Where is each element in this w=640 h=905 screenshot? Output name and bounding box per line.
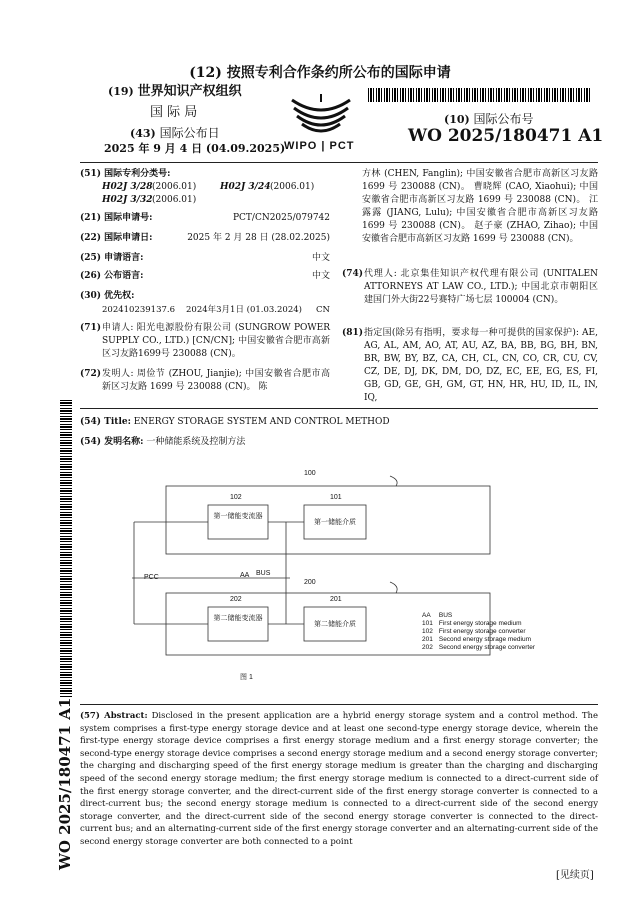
label-second-medium: 第二储能介质 [314, 621, 356, 628]
label-102: 102 [230, 494, 242, 501]
label-200: 200 [304, 579, 316, 586]
lang-row [80, 252, 330, 265]
figure-divider [80, 704, 598, 705]
wipo-globe-icon [282, 92, 360, 140]
legend-code: 101 [422, 620, 433, 627]
legend-text: BUS [438, 612, 453, 619]
legend-row [422, 612, 541, 620]
appdate-label: (22) 国际申请日: [80, 233, 153, 243]
biblio-divider [80, 408, 598, 409]
abstract-text: Disclosed in the present application are a hybrid energy storage system and a control method. The system comprises a first-type energy storage device and at least one second-type energy storage device, wherein the first-type energy storage device comprises a first energy storage medium and a first energy storage converter; the second-type energy storage device comprises a second energy storage medium and a second energy storage converter; the charging and discharging speed of the first energy storage medium is greater than the charging and discharging speed of the second energy storage medium; the first energy storage medium is connected to a direct-current side of the first energy storage converter, and the direct-current side of the first energy storage converter is connected to a direct-current bus; the second energy storage medium is connected to a direct-current side of the second energy storage converter, and the direct-current side of the second energy storage converter is connected to the direct-current bus; and an alternating-current side of the first energy storage converter and an alternating-current side of the second energy storage converter are both connected to a point [80, 711, 599, 847]
label-bus: BUS [256, 570, 271, 577]
title-zh: 一种储能系统及控制方法 [146, 437, 246, 447]
pub-no-label-line [444, 110, 534, 127]
pub-date-label-line [130, 124, 220, 141]
ipc-row-2 [80, 194, 330, 207]
ipc-row-1 [80, 181, 330, 194]
abstract-label: (57) Abstract: [80, 711, 148, 721]
legend-text: First energy storage converter [438, 628, 526, 635]
appno-row [80, 212, 330, 225]
ipc-1: H02J 3/28 [102, 182, 153, 192]
legend-code: AA [422, 612, 431, 619]
inventor-continued: 方林 (CHEN, Fanglin); 中国安徽省合肥市高新区习友路 1699 号 230088 (CN)。 曹晓辉 (CAO, Xiaohui); 中国安徽省合肥市高新区习友路 1699 号 230088 (CN)。 江露露 (JIANG, Lulu); 中国安徽省合肥市高新区习友路 1699 号 230088 (CN)。 赵子豪 (ZHAO, Zihao); 中国安徽省合肥市高新区习友路 1699 号 230088 (CN)。 [362, 169, 598, 244]
states-text: 指定国(除另有指明，要求每一种可提供的国家保护): AE, AG, AL, AM, AO, AT, AU, AZ, BA, BB, BG, BH, BN, BR, BW, BY, BZ, CA, CH, CL, CN, CO, CR, CU, CV, CZ, DE, DJ, DK, DM, DO, DZ, EC, EE, EG, ES, FI, GB, GD, GE, GH, GM, GT, HN, HR, HU, ID, IL, IN, IQ, [364, 328, 598, 403]
bureau: 国 际 局 [150, 105, 198, 120]
lang-label: (25) 申请语言: [80, 253, 144, 263]
legend-text: First energy storage medium [438, 620, 522, 627]
org-code: (19) [108, 85, 134, 98]
title-en-label: (54) Title: [80, 417, 131, 427]
applicant-code: (71) [80, 323, 102, 333]
ipc-2: H02J 3/24 [220, 182, 271, 192]
label-aa: AA [240, 572, 250, 579]
barcode-top [368, 88, 590, 102]
org-line [108, 85, 242, 98]
ipc-1-date: (2006.01) [152, 182, 197, 192]
inventor-block [80, 368, 330, 394]
agent-block [342, 268, 598, 307]
legend-row [422, 636, 541, 644]
document-title: (12) 按照专利合作条约所公布的国际申请 [189, 65, 451, 81]
org-name: 世界知识产权组织 [137, 84, 242, 99]
pub-date: 2025 年 9 月 4 日 (04.09.2025) [104, 142, 286, 155]
header-divider [80, 162, 598, 163]
priority-no: 202410239137.6 [102, 305, 176, 315]
ipc-3: H02J 3/32 [102, 195, 153, 205]
legend-code: 202 [422, 644, 433, 651]
applicant-block [80, 322, 330, 361]
figure-legend [422, 612, 541, 652]
publang-row [80, 270, 330, 283]
legend-code: 201 [422, 636, 433, 643]
legend-row [422, 644, 541, 652]
title-zh-label: (54) 发明名称: [80, 437, 144, 447]
figure-caption: 图 1 [240, 674, 253, 681]
pub-no-code: (10) [444, 113, 470, 126]
wipo-logo [282, 92, 360, 152]
legend-row [422, 628, 541, 636]
side-publication-number: WO 2025/180471 A1 [56, 697, 74, 870]
ipc-2-date: (2006.01) [270, 182, 315, 192]
converter-202-box [208, 607, 268, 641]
appno: PCT/CN2025/079742 [232, 213, 330, 223]
pub-date-label: 国际公布日 [159, 126, 220, 140]
inventor-code: (72) [80, 369, 102, 379]
label-100: 100 [304, 470, 316, 477]
agent-code: (74) [342, 269, 364, 279]
label-pcc: PCC [144, 574, 159, 581]
figure-1 [100, 462, 600, 688]
converter-102-box [208, 505, 268, 539]
label-second-converter: 第二储能变流器 [213, 615, 263, 622]
title-zh-line [80, 436, 245, 449]
appno-label: (21) 国际申请号: [80, 213, 153, 223]
states-block [342, 327, 598, 405]
figure-diagram [100, 462, 600, 688]
pub-date-code: (43) [130, 127, 156, 140]
publang-label: (26) 公布语言: [80, 271, 144, 281]
label-202: 202 [230, 596, 242, 603]
label-first-medium: 第一储能介质 [314, 519, 356, 526]
legend-code: 102 [422, 628, 433, 635]
lang: 中文 [311, 253, 330, 263]
label-101: 101 [330, 494, 342, 501]
pub-no-label: 国际公布号 [473, 112, 534, 126]
priority-row [80, 304, 330, 317]
title-en-line [80, 416, 390, 429]
legend-row [422, 620, 541, 628]
label-first-converter: 第一储能变流器 [213, 513, 263, 520]
pub-no: WO 2025/180471 A1 [408, 126, 604, 146]
continued-note: [见续页] [556, 870, 594, 881]
legend-text: Second energy storage converter [438, 644, 535, 651]
appdate-row [80, 232, 330, 245]
wipo-logo-text: WIPO | PCT [284, 140, 355, 152]
ipc-3-date: (2006.01) [152, 195, 197, 205]
priority-country: CN [316, 305, 330, 315]
abstract [80, 710, 598, 849]
barcode-side [60, 400, 72, 698]
title-en: ENERGY STORAGE SYSTEM AND CONTROL METHOD [133, 417, 390, 427]
priority-date: 2024年3月1日 (01.03.2024) [186, 305, 302, 315]
priority-label: (30) 优先权: [80, 291, 135, 301]
label-201: 201 [330, 596, 342, 603]
appdate: 2025 年 2 月 28 日 (28.02.2025) [187, 233, 330, 243]
left-column [80, 168, 330, 207]
ipc-label: (51) 国际专利分类号: [80, 169, 171, 179]
states-code: (81) [342, 328, 364, 338]
applicant-text: 申请人: 阳光电源股份有限公司 (SUNGROW POWER SUPPLY CO., LTD.) [CN/CN]; 中国安徽省合肥市高新区习友路1699号 230088 (CN)。 [102, 323, 330, 359]
legend-text: Second energy storage medium [438, 636, 531, 643]
publang: 中文 [311, 271, 330, 281]
inventor-text: 发明人: 周俭节 (ZHOU, Jianjie); 中国安徽省合肥市高新区习友路 1699 号 230088 (CN)。 陈 [102, 369, 330, 392]
agent-text: 代理人: 北京集佳知识产权代理有限公司 (UNITALEN ATTORNEYS AT LAW CO., LTD.); 中国北京市朝阳区建国门外大街22号赛特广场七层 100004 (CN)。 [364, 269, 598, 305]
